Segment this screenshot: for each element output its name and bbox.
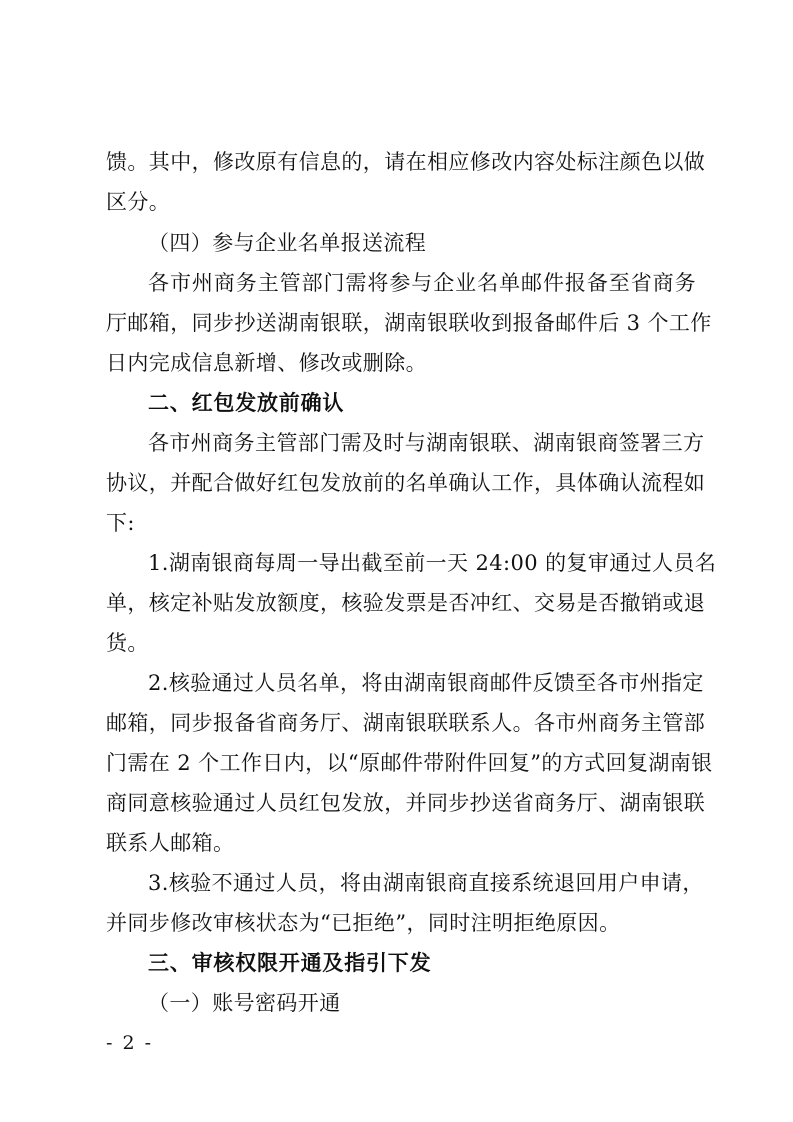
body-text-line: 1.湖南银商每周一导出截至前一天 24:00 的复审通过人员名	[148, 551, 717, 575]
body-text-line: 日内完成信息新增、修改或删除。	[106, 351, 427, 375]
body-text-line: 协议，并配合做好红包发放前的名单确认工作，具体确认流程如	[106, 471, 706, 495]
body-text-line: 门需在 2 个工作日内，以“原邮件带附件回复”的方式回复湖南银	[106, 751, 713, 775]
body-text-line: 2.核验通过人员名单，将由湖南银商邮件反馈至各市州指定	[148, 671, 704, 695]
page-number: - 2 -	[106, 1032, 154, 1054]
body-text-line: 单，核定补贴发放额度，核验发票是否冲红、交易是否撤销或退	[106, 591, 706, 615]
body-text-line: 下:	[106, 511, 135, 535]
section-heading: 三、审核权限开通及指引下发	[148, 951, 432, 975]
subsection-heading: （四）参与企业名单报送流程	[148, 231, 427, 255]
body-text-line: 3.核验不通过人员，将由湖南银商直接系统退回用户申请，	[148, 871, 704, 895]
body-text-line: 商同意核验通过人员红包发放，并同步抄送省商务厅、湖南银联	[106, 791, 706, 815]
body-text-line: 厅邮箱，同步抄送湖南银联，湖南银联收到报备邮件后 3 个工作	[106, 311, 712, 335]
body-text-line: 区分。	[106, 190, 171, 214]
body-text-line: 各市州商务主管部门需及时与湖南银联、湖南银商签署三方	[148, 431, 705, 455]
body-text-line: 馈。其中，修改原有信息的，请在相应修改内容处标注颜色以做	[106, 150, 706, 174]
body-text-line: 并同步修改审核状态为“已拒绝”，同时注明拒绝原因。	[106, 911, 621, 935]
subsection-heading: （一）账号密码开通	[148, 991, 341, 1015]
body-text-line: 联系人邮箱。	[106, 831, 235, 855]
body-text-line: 货。	[106, 631, 149, 655]
body-text-line: 各市州商务主管部门需将参与企业名单邮件报备至省商务	[148, 271, 696, 295]
section-heading: 二、红包发放前确认	[148, 391, 345, 415]
body-text-line: 邮箱，同步报备省商务厅、湖南银联联系人。各市州商务主管部	[106, 711, 706, 735]
